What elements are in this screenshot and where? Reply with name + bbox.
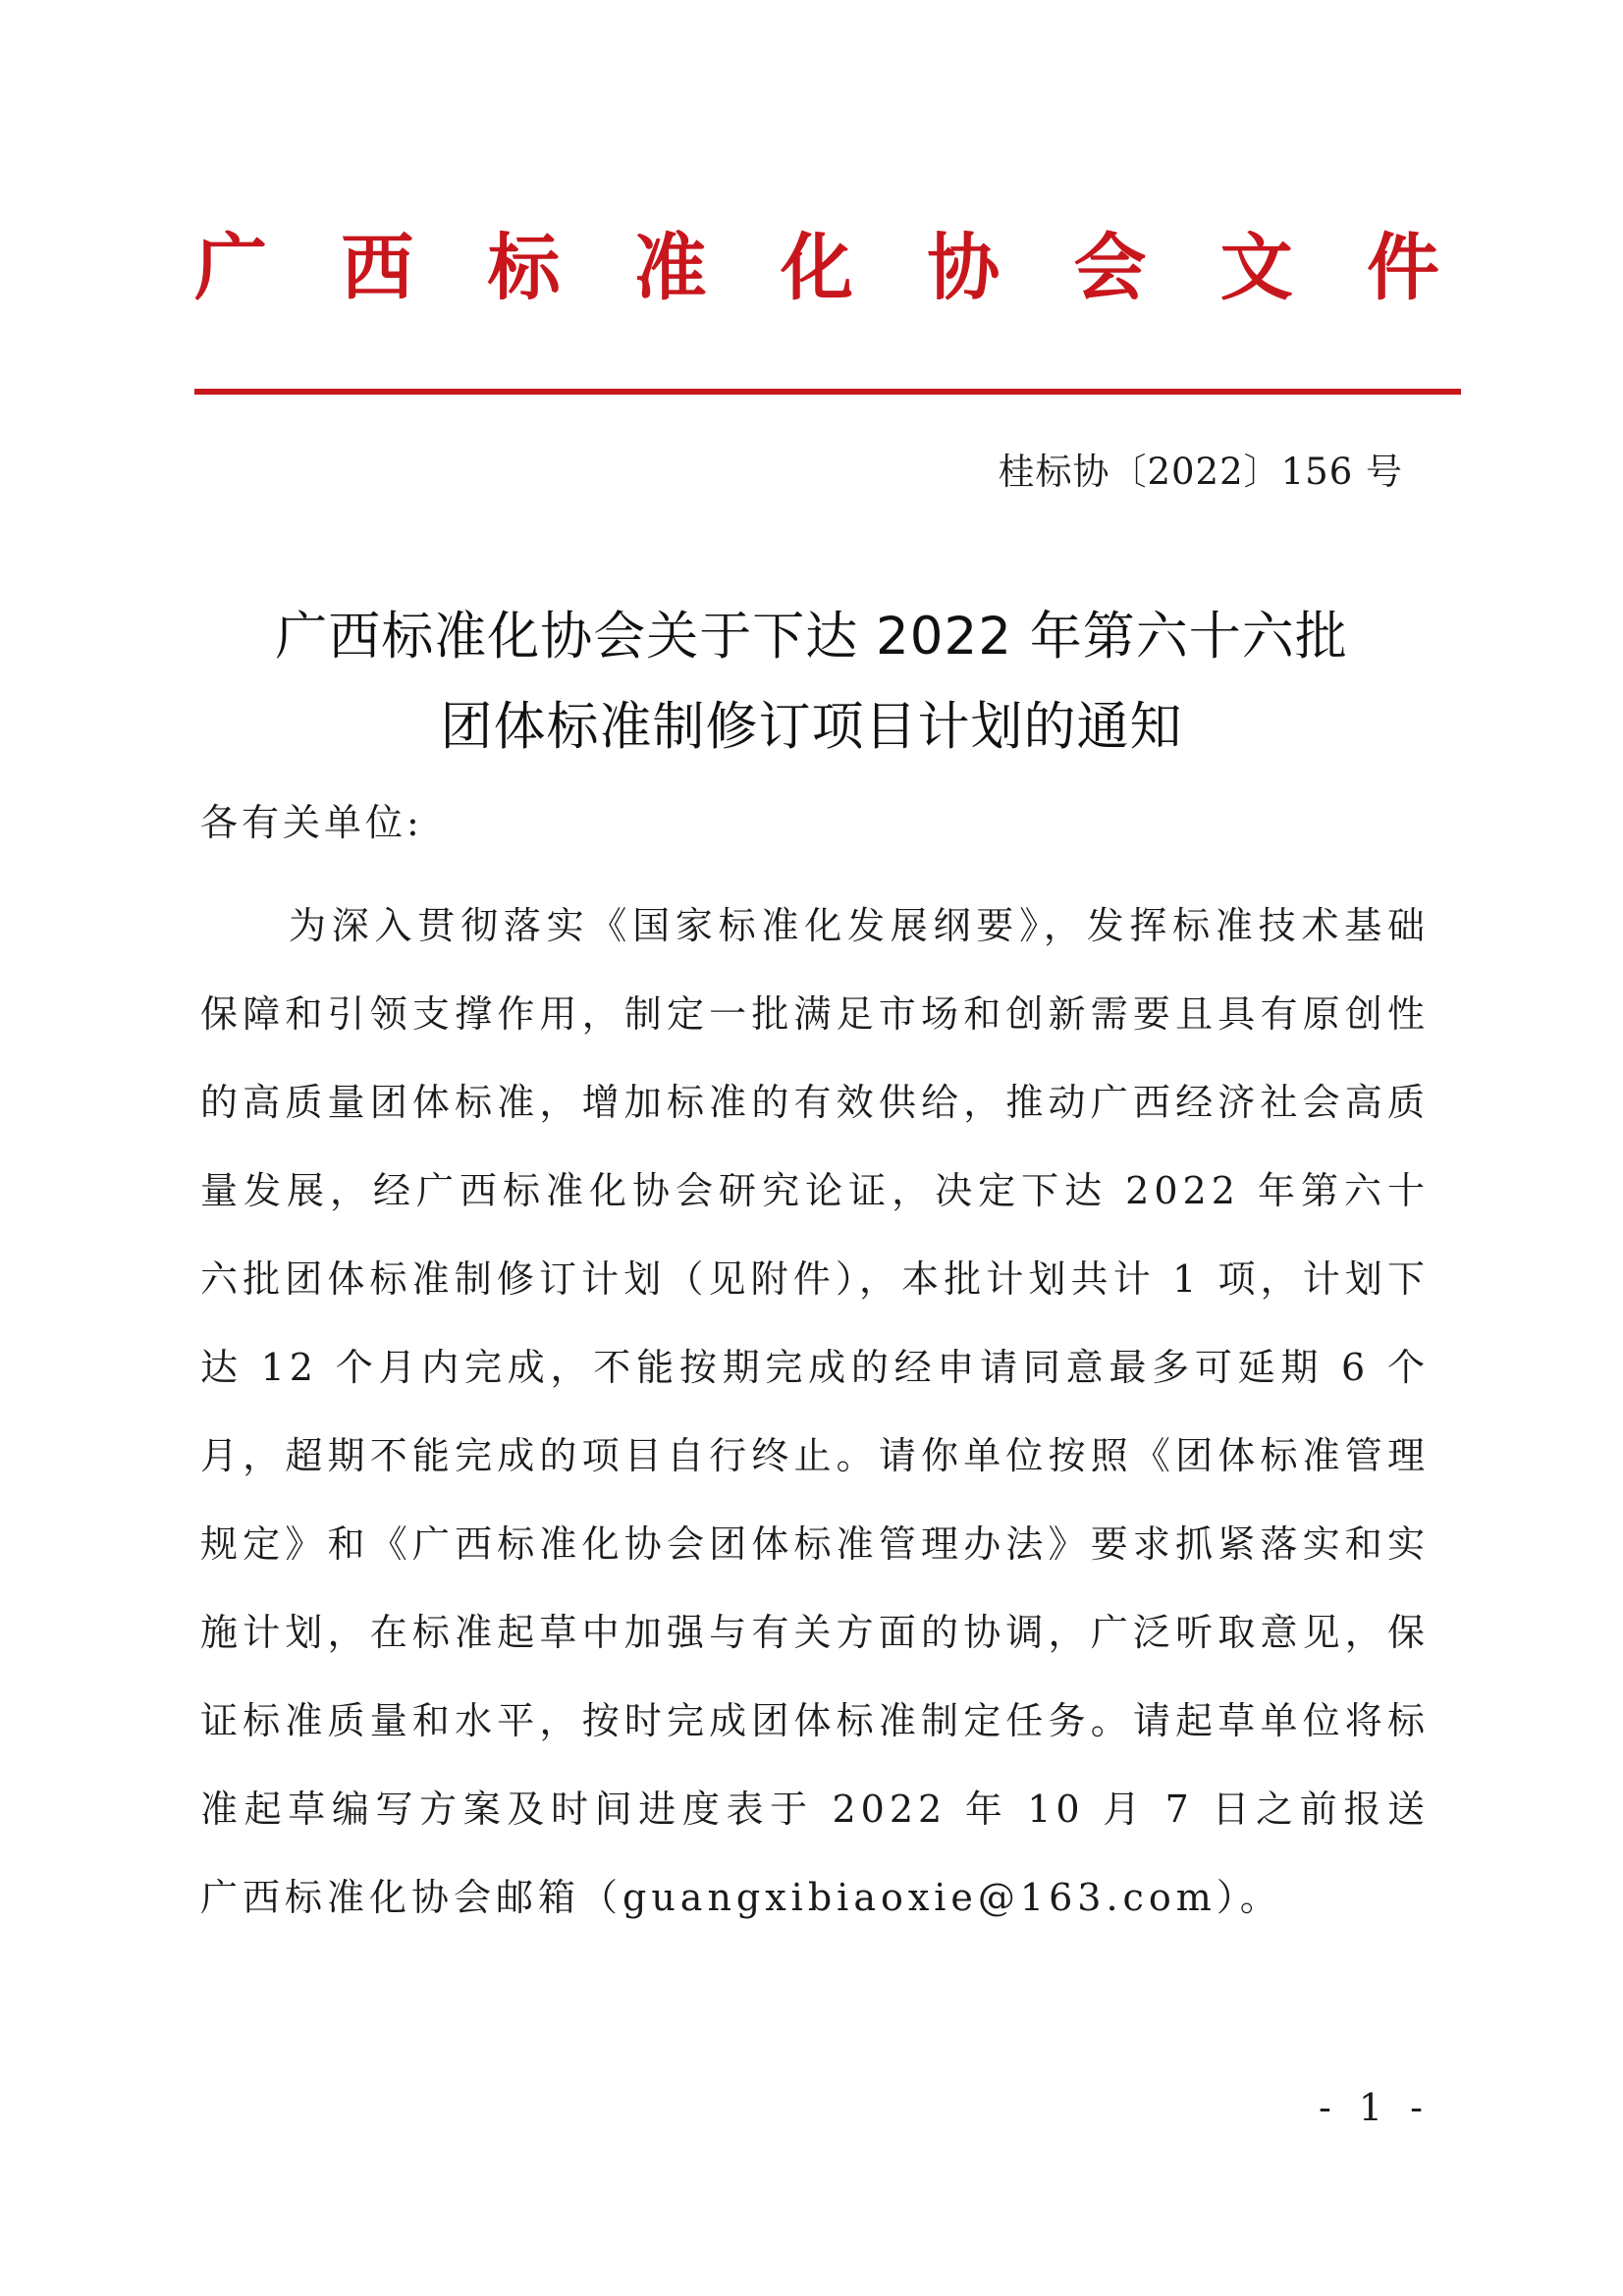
- masthead-char: 标: [487, 226, 561, 310]
- masthead-divider: [194, 389, 1461, 395]
- masthead-char: 协: [927, 226, 1001, 310]
- masthead: [194, 224, 1439, 312]
- masthead-char: 准: [633, 226, 707, 310]
- masthead-char: 文: [1219, 226, 1293, 310]
- body-paragraph: 为深入贯彻落实《国家标准化发展纲要》，发挥标准技术基础保障和引领支撑作用，制定一批满足市场和创新需要且具有原创性的高质量团体标准，增加标准的有效供给，推动广西经济社会高质量发展，经广西标准化协会研究论证，决定下达 2022 年第六十六批团体标准制修订计划（见附件），本批计划共计 1 项，计划下达 12 个月内完成，不能按期完成的经申请同意最多可延期 6 个月，超期不能完成的项目自行终止。请你单位按照《团体标准管理规定》和《广西标准化协会团体标准管理办法》要求抓紧落实和实施计划，在标准起草中加强与有关方面的协调，广泛听取意见，保证标准质量和水平，按时完成团体标准制定任务。请起草单位将标准起草编写方案及时间进度表于 2022 年 10 月 7 日之前报送广西标准化协会邮箱（guangxibiaoxie@163.com）。: [200, 904, 1430, 1919]
- document-title-line-1: 广西标准化协会关于下达 2022 年第六十六批: [275, 607, 1348, 667]
- document-number: 桂标协〔2022〕156 号: [998, 451, 1403, 493]
- document-title-line-2: 团体标准制修订项目计划的通知: [440, 697, 1183, 757]
- masthead-char: 会: [1073, 226, 1147, 310]
- page-number: - 1 -: [1318, 2086, 1431, 2129]
- salutation: 各有关单位:: [200, 801, 423, 844]
- masthead-char: 西: [341, 226, 414, 310]
- masthead-char: 化: [781, 226, 853, 310]
- masthead-char: 件: [1367, 226, 1439, 310]
- masthead-char: 广: [194, 226, 267, 310]
